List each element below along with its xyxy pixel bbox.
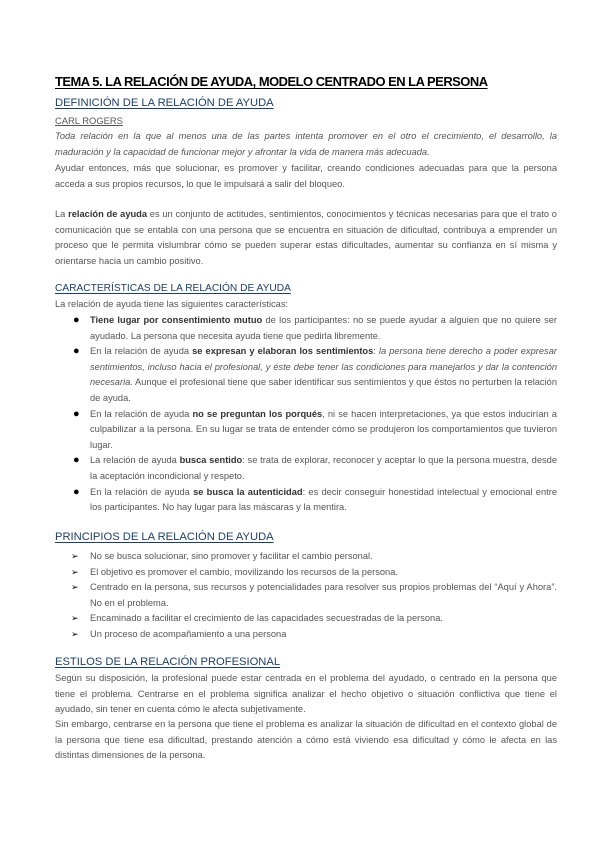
arrow-marker: ➢ — [71, 582, 79, 593]
bullet-marker: ● — [73, 314, 80, 326]
item-text: : — [373, 346, 379, 357]
bullet-marker: ● — [73, 407, 80, 420]
para-text: La — [55, 209, 69, 219]
heading-caracteristicas: CARACTERÍSTICAS DE LA RELACIÓN DE AYUDA — [55, 283, 291, 294]
bullet-marker: ● — [73, 454, 80, 467]
item-text: El objetivo es promover el cambio, movilizando los recursos de la persona. — [90, 566, 398, 577]
list-item — [55, 627, 557, 643]
heading-definicion: DEFINICIÓN DE LA RELACIÓN DE AYUDA — [55, 97, 274, 109]
list-item — [55, 407, 557, 454]
item-text: Aunque el profesional tiene que saber identificar sus sentimientos y que éstos no perturben la relación de ayuda. — [90, 377, 557, 403]
item-text: Centrado en la persona, sus recursos y potencialidades para resolver sus propios problemas del “Aquí y Ahora”. No en el problema. — [90, 582, 557, 608]
characteristics-list — [55, 313, 557, 516]
rogers-quote: Toda relación en la que al menos una de las partes intenta promover en el otro el crecimiento, el desarrollo, la maduración y la capacidad de funcionar mejor y afrontar la vida de manera más adecuada. — [55, 131, 557, 157]
list-item — [55, 549, 557, 565]
list-item — [55, 565, 557, 581]
list-item — [55, 453, 557, 484]
characteristics-intro: La relación de ayuda tiene las siguientes características: — [55, 299, 289, 309]
list-item — [55, 611, 557, 627]
item-text: En la relación de ayuda — [90, 408, 193, 419]
list-item — [55, 580, 557, 611]
item-text: : es decir conseguir honestidad intelectual y emocional entre los participantes. No hay lugar para las máscaras y la mentira. — [90, 486, 557, 513]
item-text: : se trata de explorar, reconocer y aceptar lo que la persona muestra, desde la aceptación incondicional y respeto. — [90, 455, 557, 481]
heading-estilos: ESTILOS DE LA RELACIÓN PROFESIONAL — [55, 656, 281, 668]
author-name: CARL ROGERS — [55, 115, 123, 126]
document-title: TEMA 5. LA RELACIÓN DE AYUDA, MODELO CENTRADO EN LA PERSONA — [55, 74, 488, 89]
arrow-marker: ➢ — [71, 551, 79, 561]
item-text: En la relación de ayuda — [90, 346, 193, 357]
item-bold: Tiene lugar por consentimiento mutuo — [90, 315, 263, 325]
item-text: No se busca solucionar, sino promover y facilitar el cambio personal. — [90, 551, 373, 561]
item-text: Un proceso de acompañamiento a una persona — [90, 628, 287, 639]
heading-principios: PRINCIPIOS DE LA RELACIÓN DE AYUDA — [55, 531, 274, 543]
bullet-marker: ● — [73, 345, 80, 358]
paragraph-ayudar: Ayudar entonces, más que solucionar, es promover y facilitar, creando condiciones adecuadas para que la persona acceda a sus propios recursos, lo que le impulsará a salir del bloqueo. — [55, 163, 557, 189]
principles-list — [55, 549, 557, 643]
item-bold: se expresan y elaboran los sentimientos — [192, 346, 374, 357]
list-item — [55, 485, 557, 516]
paragraph-disposicion: Según su disposición, la profesional puede estar centrada en el problema del ayudado, o centrado en la persona que tiene el problema. Centrarse en el problema significa analizar el hecho objetivo o situación conflictiva que tiene el ayudado, sin tener en cuenta cómo le afecta subjetivamente. — [55, 673, 557, 715]
item-text: de los participantes: no se puede ayudar a alguien que no quiere ser ayudado. La persona que necesita ayuda tiene que pedirla libremente. — [90, 315, 557, 341]
paragraph-sin-embargo: Sin embargo, centrarse en la persona que tiene el problema es analizar la situación de dificultad en el contexto global de la persona que tiene esa dificultad, prestando atención a cómo está viviendo esa dificultad y cómo le afecta en las distintas dimensiones de la persona. — [55, 719, 557, 761]
item-italic: la persona tiene derecho a poder expresar sentimientos, incluso hacia el profesional, y éste debe tener las condiciones para manejarlos y dar la contención necesaria. — [90, 346, 557, 388]
item-bold: busca sentido — [179, 455, 243, 466]
arrow-marker: ➢ — [71, 613, 79, 624]
item-text: En la relación de ayuda — [90, 486, 194, 497]
arrow-marker: ➢ — [71, 628, 79, 639]
paragraph-relacion-ayuda — [55, 207, 557, 269]
para-bold-term: relación de ayuda — [68, 209, 148, 219]
list-item — [55, 313, 557, 344]
para-text: es un conjunto de actitudes, sentimientos, conocimientos y técnicas necesarias para que el trato o comunicación que se entabla con una persona que se encuentra en situación de dificultad, contribuya a emprender un proceso que le permita vislumbrar cómo se pueden superar estas dificultades, aumentar su confianza en sí misma y orientarse hacia un cambio positivo. — [55, 209, 557, 266]
item-text: , ni se hacen interpretaciones, ya que estos inducirían a culpabilizar a la persona. En su lugar se trata de entender cómo se produjeron los comportamientos que tuvieron lugar. — [90, 408, 557, 450]
item-text: La relación de ayuda — [90, 455, 180, 466]
item-bold: se busca la autenticidad — [193, 486, 303, 497]
arrow-marker: ➢ — [71, 566, 79, 577]
item-bold: no se preguntan los porqués — [192, 408, 323, 419]
list-item — [55, 344, 557, 406]
item-text: Encaminado a facilitar el crecimiento de las capacidades secuestradas de la persona. — [90, 613, 443, 624]
bullet-marker: ● — [73, 485, 80, 498]
